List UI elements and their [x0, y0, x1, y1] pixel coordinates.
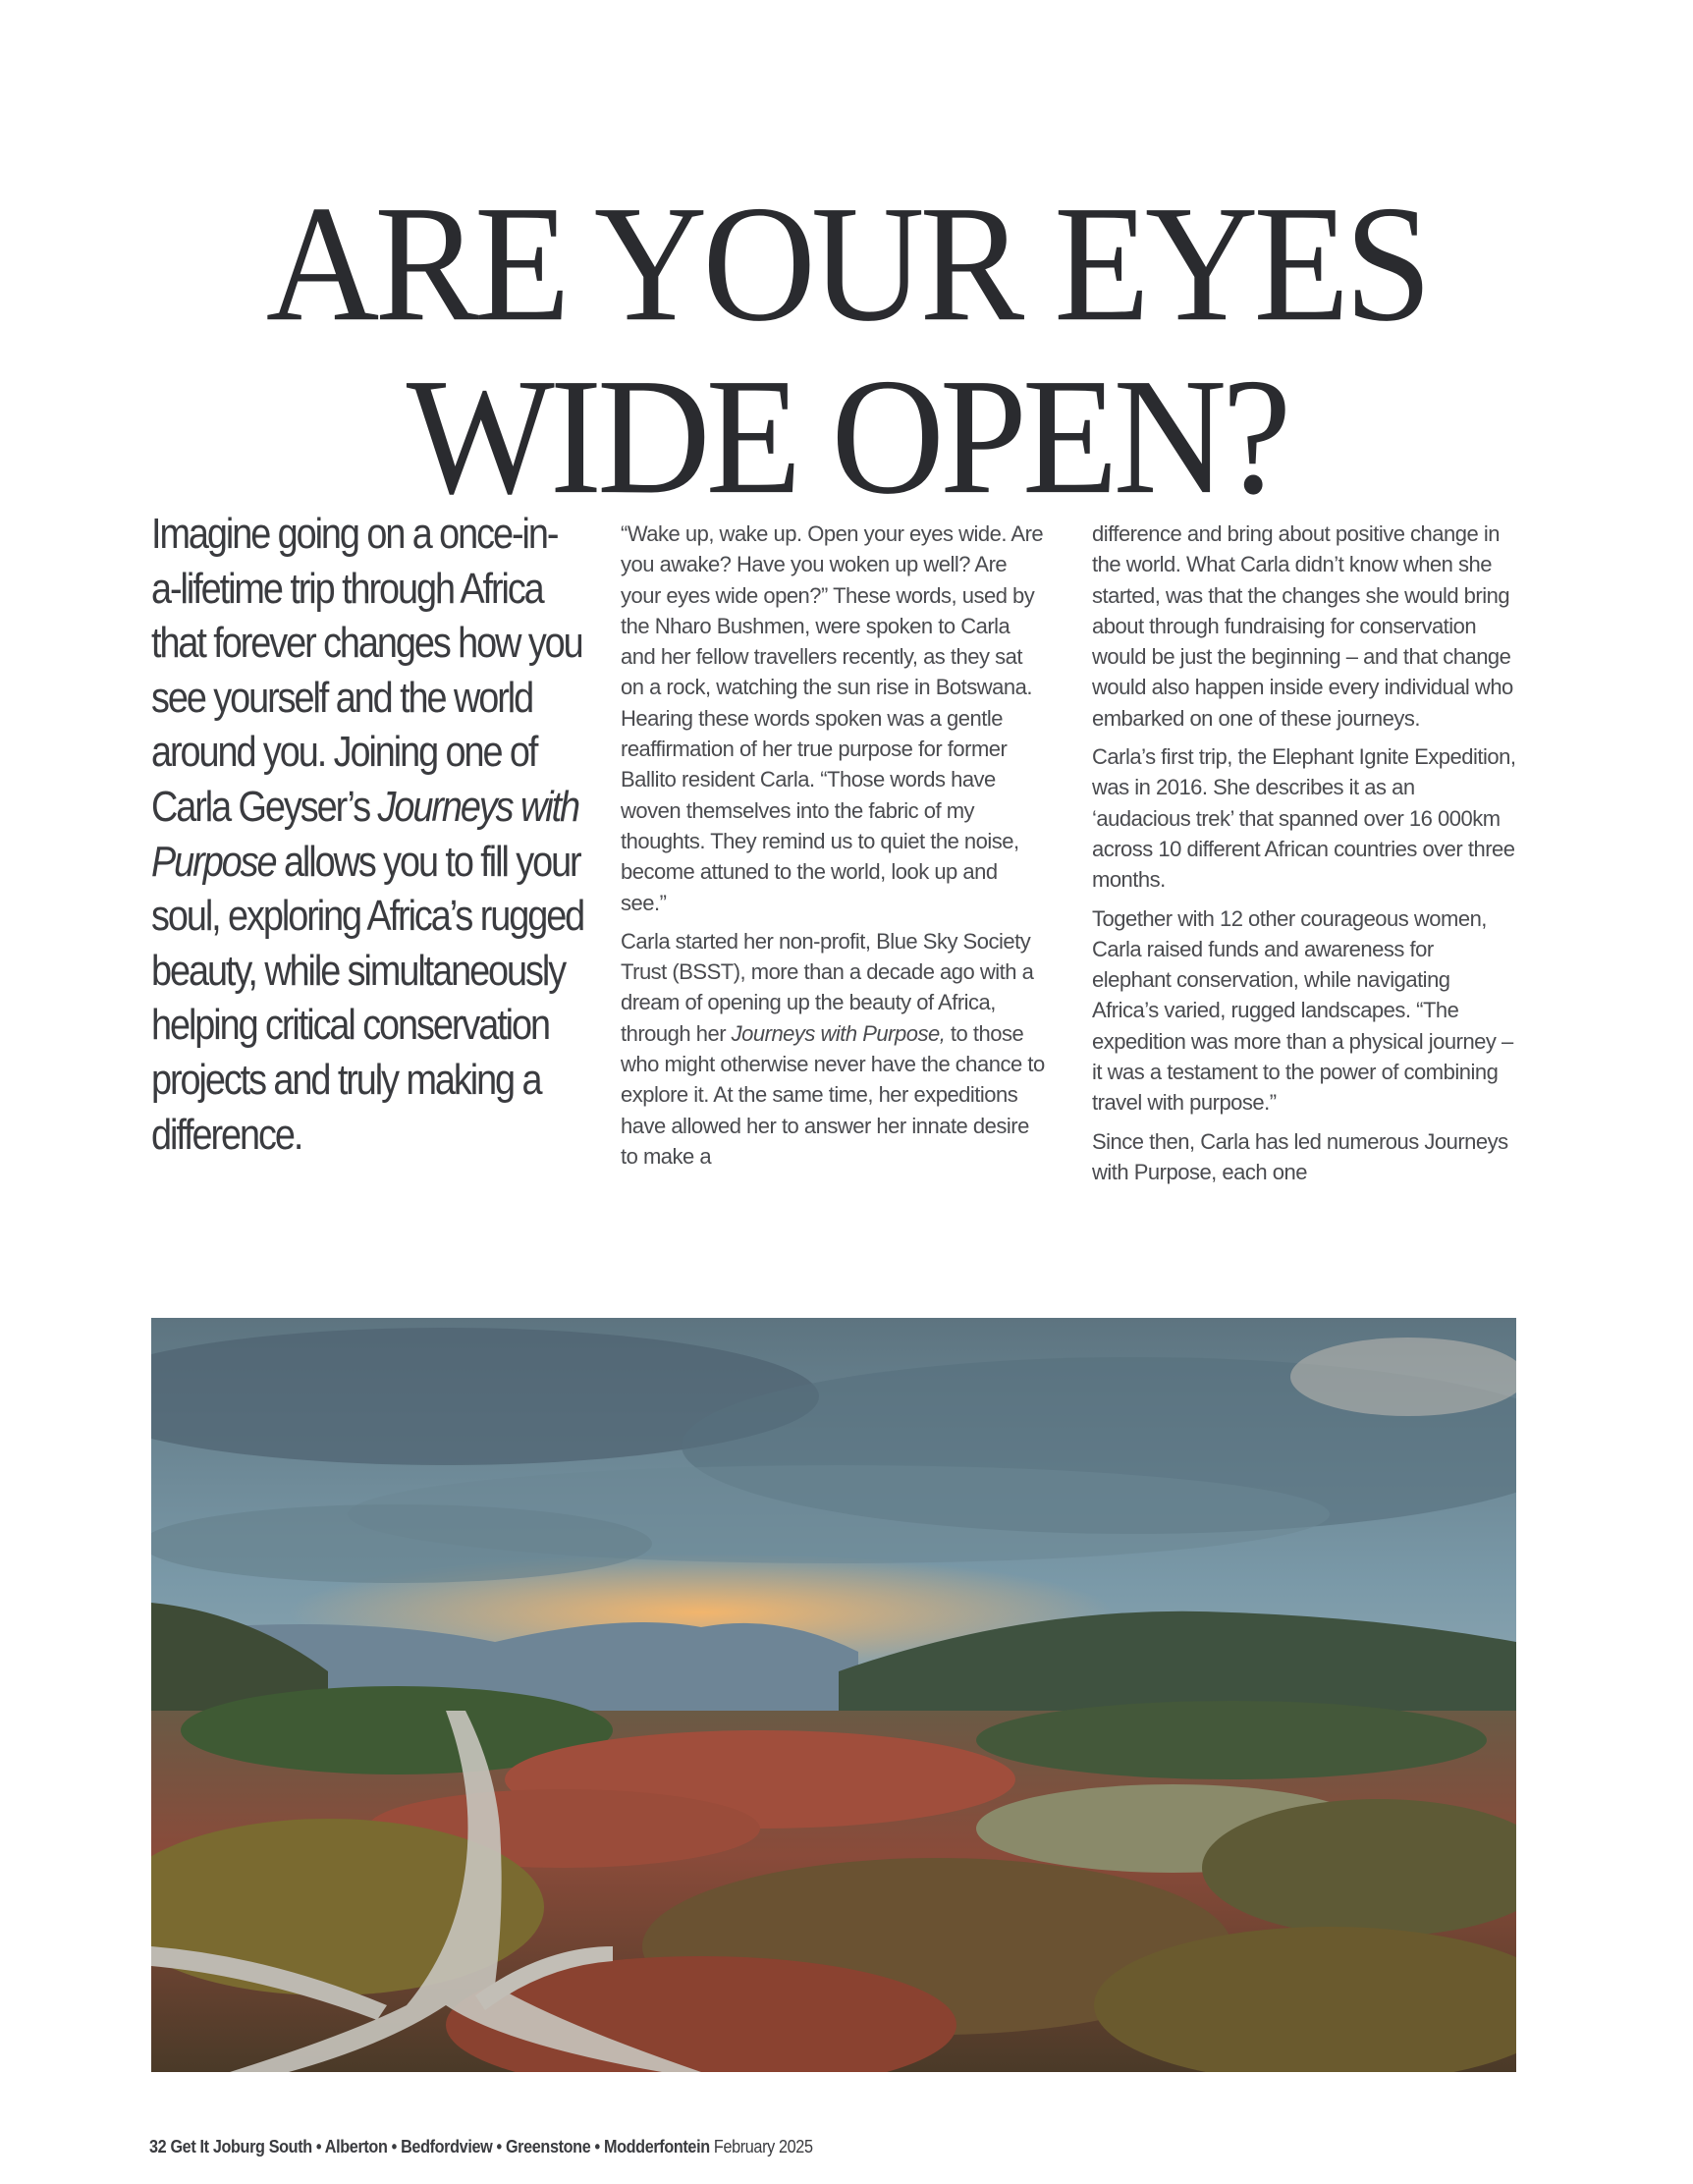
col2-p2-italic: Journeys with Purpose,	[731, 1020, 946, 1046]
footer-date: February 2025	[709, 2137, 813, 2157]
lede-text-1: Imagine going on a once-in-a-lifetime trip through Africa that forever changes how you see yourself and the world around you. Joining one of Carla Geyser’s	[151, 510, 582, 831]
headline-line-2: WIDE OPEN?	[406, 343, 1287, 529]
footer-publication: 32 Get It Joburg South • Alberton • Bedfordview • Greenstone • Modderfontein	[149, 2137, 710, 2157]
col2-paragraph-1: “Wake up, wake up. Open your eyes wide. Are you awake? Have you woken up well? Are your eyes wide open?” These words, used by the Nharo Bushmen, were spoken to Carla and her fellow travellers recently, as they sat on a rock, watching the sun rise in Botswana. Hearing these words spoken was a gentle reaffirmation of her true purpose for former Ballito resident Carla. “Those words have woven themselves into the fabric of my thoughts. They remind us to quiet the noise, become attuned to the world, look up and see.”	[621, 521, 1044, 915]
headline-line-1: ARE YOUR EYES	[265, 170, 1428, 356]
lede-italic: Journeys with Purpose	[151, 782, 579, 886]
body-column-2	[621, 519, 1045, 1179]
col3-paragraph-4: Since then, Carla has led numerous Journeys with Purpose, each one	[1092, 1128, 1508, 1184]
col2-p2-text-1: Carla started her non-profit, Blue Sky Society Trust (BSST), more than a decade ago with a dream of opening up the beauty of Africa, through her	[621, 928, 1034, 1046]
page-footer	[149, 2137, 813, 2157]
col3-paragraph-3: Together with 12 other courageous women, Carla raised funds and awareness for elephant conservation, while navigating Africa’s varied, rugged landscapes. “The expedition was more than a physical journey – it was a testament to the power of combining travel with purpose.”	[1092, 905, 1513, 1116]
lede-paragraph	[151, 507, 583, 1162]
landscape-illustration	[151, 1318, 1516, 2072]
col2-p2-text-2: to those who might otherwise never have the chance to explore it. At the same time, her expeditions have allowed her to answer her innate desire to make a	[621, 1020, 1045, 1169]
headline	[0, 170, 1693, 529]
col3-paragraph-2: Carla’s first trip, the Elephant Ignite Expedition, was in 2016. She describes it as an ‘audacious trek’ that spanned over 16 000km across 10 different African countries over three months.	[1092, 744, 1516, 893]
landscape-photo	[151, 1318, 1516, 2072]
col3-paragraph-1: difference and bring about positive change in the world. What Carla didn’t know when she started, was that the changes she would bring about through fundraising for conservation would be just the beginning – and that change would also happen inside every individual who embarked on one of these journeys.	[1092, 521, 1513, 731]
col2-paragraph-2	[621, 926, 1045, 1172]
lede-text-2: allows you to fill your soul, exploring Africa’s rugged beauty, while simultaneously helping critical conservation projects and truly making a difference.	[151, 837, 584, 1159]
body-column-3	[1092, 519, 1516, 1195]
